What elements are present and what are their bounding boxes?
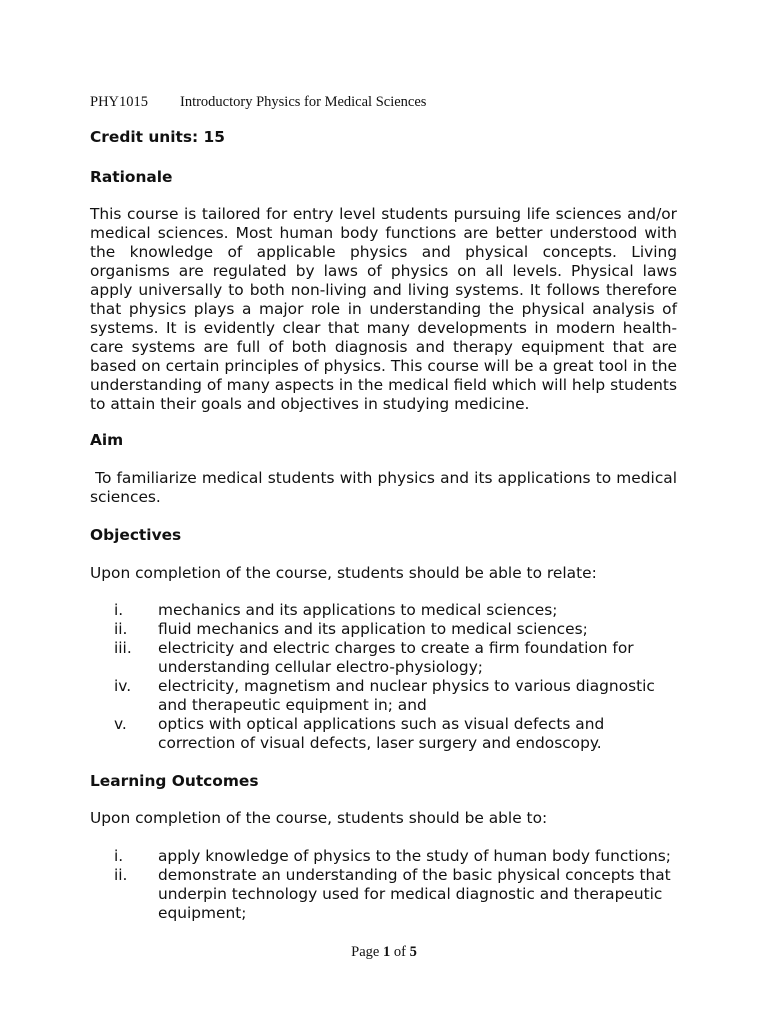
rationale-heading: Rationale [90, 168, 173, 186]
current-page-number: 1 [382, 944, 391, 960]
aim-heading: Aim [90, 431, 124, 449]
objectives-list [90, 601, 677, 753]
course-title: Introductory Physics for Medical Sciences [180, 94, 427, 110]
learning-outcomes-heading: Learning Outcomes [90, 772, 259, 790]
list-item: ii. demonstrate an understanding of the basic physical concepts that underpin technology used for medical diagnostic and therapeutic equipment; [114, 866, 671, 922]
course-header [90, 92, 427, 112]
learning-outcomes-intro: Upon completion of the course, students should be able to: [90, 809, 548, 827]
list-item: i. apply knowledge of physics to the study of human body functions; [114, 847, 671, 865]
document-page [90, 0, 682, 1024]
learning-outcomes-list [90, 847, 677, 923]
rationale-body: This course is tailored for entry level students pursuing life sciences and/or medical sciences. Most human body functions are better understood with the knowledge of applicable physics and physical concepts. Living organisms are regulated by laws of physics on all levels. Physical laws apply universally to both non-living and living systems. It follows therefore that physics plays a major role in understanding the physical analysis of systems. It is evidently clear that many developments in modern health-care systems are full of both diagnosis and therapy equipment that are based on certain principles of physics. This course will be a great tool in the understanding of many aspects in the medical field which will help students to attain their goals and objectives in studying medicine. [90, 205, 677, 413]
credit-units: Credit units: 15 [90, 128, 225, 146]
list-item: iv. electricity, magnetism and nuclear physics to various diagnostic and therapeutic equipment in; and [114, 677, 655, 714]
list-item: ii. fluid mechanics and its application to medical sciences; [114, 620, 588, 638]
objectives-intro: Upon completion of the course, students should be able to relate: [90, 564, 597, 582]
total-pages-number: 5 [409, 944, 417, 960]
list-item: iii. electricity and electric charges to create a firm foundation for understanding cellular electro-physiology; [114, 639, 634, 676]
list-item: v. optics with optical applications such as visual defects and correction of visual defects, laser surgery and endoscopy. [114, 715, 605, 752]
of-word: of [393, 944, 406, 960]
list-item: i. mechanics and its applications to medical sciences; [114, 601, 558, 619]
page-word: Page [351, 944, 380, 960]
course-code: PHY1015 [90, 94, 149, 110]
page-footer [0, 942, 768, 962]
objectives-heading: Objectives [90, 526, 182, 544]
aim-body: To familiarize medical students with physics and its applications to medical sciences. [90, 469, 682, 506]
